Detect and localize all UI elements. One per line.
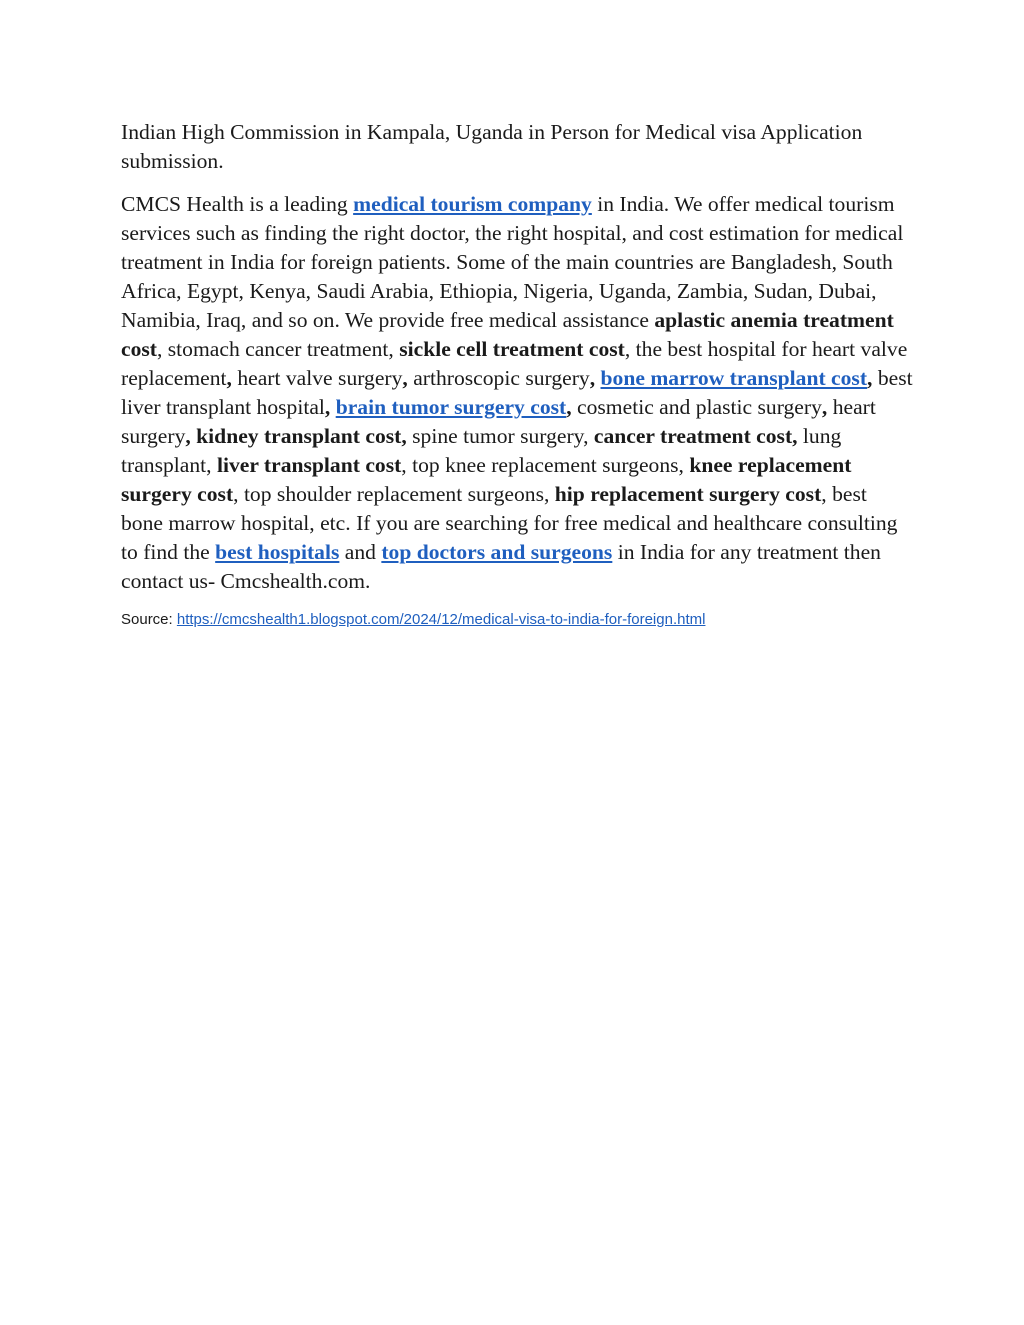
body-text: , best bone marrow hospital, etc. If you are searching for free medical and healthcare consulting to find the <box>121 482 898 564</box>
bold-text: , <box>821 395 828 419</box>
bold-text: knee replacement surgery cost <box>121 453 852 506</box>
body-text: CMCS Health is a leading <box>121 192 354 216</box>
source-label: Source: <box>121 611 177 628</box>
source-link[interactable]: https://cmcshealth1.blogspot.com/2024/12/medical-visa-to-india-for-foreign.html <box>176 611 706 628</box>
source-line <box>121 610 913 630</box>
bold-text: hip replacement surgery cost <box>554 482 822 506</box>
body-text: , top shoulder replacement surgeons, <box>233 482 555 506</box>
body-text: , stomach cancer treatment, <box>156 337 400 361</box>
inline-link[interactable]: bone marrow transplant cost <box>600 366 868 390</box>
inline-link[interactable]: best hospitals <box>215 540 340 564</box>
bold-text: cancer treatment cost, <box>593 424 798 448</box>
inline-link[interactable]: brain tumor surgery cost <box>335 395 567 419</box>
body-text: arthroscopic surgery <box>407 366 590 390</box>
inline-link[interactable]: top doctors and surgeons <box>381 540 613 564</box>
inline-link[interactable]: medical tourism company <box>353 192 592 216</box>
bold-text: , <box>324 395 336 419</box>
intro-paragraph: Indian High Commission in Kampala, Uganda in Person for Medical visa Application submission. <box>121 120 863 173</box>
body-text: heart surgery <box>121 395 876 448</box>
body-text: , top knee replacement surgeons, <box>401 453 690 477</box>
body-text: in India. We offer medical tourism services such as finding the right doctor, the right hospital, and cost estimation for medical treatment in India for foreign patients. Some of the main countries are Bangladesh, South Africa, Egypt, Kenya, Saudi Arabia, Ethiopia, Nigeria, Uganda, Zambia, Sudan, Dubai, Namibia, Iraq, and so on. We provide free medical assistance <box>121 192 904 332</box>
bold-text: , kidney transplant cost, <box>185 424 407 448</box>
bold-text: , <box>402 366 408 390</box>
body-text: and <box>339 540 382 564</box>
bold-text: , <box>566 395 572 419</box>
body-text: best liver transplant hospital <box>121 366 913 419</box>
body-text: cosmetic and plastic surgery <box>571 395 822 419</box>
bold-text: , <box>589 366 601 390</box>
body-text: lung transplant, <box>121 424 842 477</box>
document-page <box>121 118 913 630</box>
body-text: in India for any treatment then contact us- Cmcshealth.com. <box>121 540 881 593</box>
body-paragraph <box>121 190 913 596</box>
bold-text: aplastic anemia treatment cost <box>121 308 894 361</box>
bold-text: , <box>867 366 873 390</box>
body-text: heart valve surgery <box>231 366 403 390</box>
body-text: spine tumor surgery, <box>406 424 594 448</box>
bold-text: liver transplant cost <box>216 453 402 477</box>
body-text: , the best hospital for heart valve replacement <box>121 337 908 390</box>
bold-text: , <box>226 366 232 390</box>
bold-text: sickle cell treatment cost <box>399 337 625 361</box>
